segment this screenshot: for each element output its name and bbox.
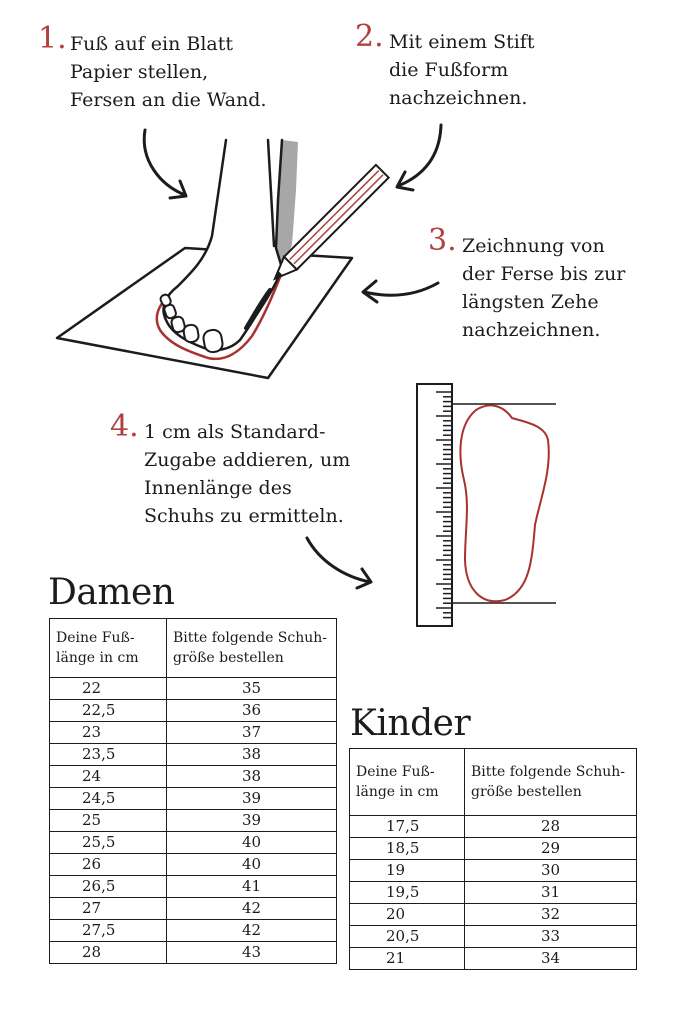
foot-length-cell: 19,5 bbox=[350, 882, 465, 904]
foot-length-cell: 26,5 bbox=[50, 876, 167, 898]
shoe-size-cell: 38 bbox=[167, 744, 337, 766]
shoe-size-cell: 42 bbox=[167, 920, 337, 942]
shoe-size-cell: 39 bbox=[167, 810, 337, 832]
table-row bbox=[50, 678, 337, 700]
header-shoe-size: Bitte folgende Schuh- größe bestellen bbox=[465, 749, 637, 816]
shoe-size-cell: 40 bbox=[167, 832, 337, 854]
step-2 bbox=[355, 19, 535, 112]
shoe-size-cell: 42 bbox=[167, 898, 337, 920]
arrow-step2-icon bbox=[397, 125, 441, 190]
foot-length-cell: 27,5 bbox=[50, 920, 167, 942]
header-foot-length: Deine Fuß- länge in cm bbox=[50, 619, 167, 678]
step-number: 4. bbox=[110, 409, 139, 444]
step-number: 3. bbox=[428, 223, 457, 258]
foot-length-cell: 25,5 bbox=[50, 832, 167, 854]
foot-length-cell: 18,5 bbox=[350, 838, 465, 860]
table-row bbox=[350, 948, 637, 970]
table-header-row bbox=[50, 619, 337, 678]
header-shoe-size: Bitte folgende Schuh- größe bestellen bbox=[167, 619, 337, 678]
table-row bbox=[350, 926, 637, 948]
foot-length-cell: 17,5 bbox=[350, 816, 465, 838]
arrow-step4-icon bbox=[307, 538, 371, 588]
shoe-size-cell: 33 bbox=[465, 926, 637, 948]
table-row bbox=[50, 854, 337, 876]
step-1 bbox=[38, 21, 267, 114]
foot-length-cell: 24,5 bbox=[50, 788, 167, 810]
ruler bbox=[417, 384, 556, 626]
shoe-size-cell: 31 bbox=[465, 882, 637, 904]
table-row bbox=[50, 898, 337, 920]
shoe-size-cell: 37 bbox=[167, 722, 337, 744]
shoe-size-cell: 40 bbox=[167, 854, 337, 876]
table-row bbox=[50, 788, 337, 810]
shoe-size-cell: 41 bbox=[167, 876, 337, 898]
table-row bbox=[50, 810, 337, 832]
step-4 bbox=[110, 409, 351, 530]
step-text: Fuß auf ein Blatt Papier stellen, Fersen an die Wand. bbox=[70, 33, 267, 111]
shoe-size-cell: 39 bbox=[167, 788, 337, 810]
shoe-size-cell: 30 bbox=[465, 860, 637, 882]
table-row bbox=[350, 838, 637, 860]
table-row bbox=[50, 700, 337, 722]
arrow-step1-icon bbox=[144, 130, 186, 198]
kinder-title: Kinder bbox=[350, 703, 471, 744]
table-row bbox=[50, 942, 337, 964]
shoe-size-cell: 35 bbox=[167, 678, 337, 700]
foot-length-cell: 27 bbox=[50, 898, 167, 920]
foot-length-cell: 24 bbox=[50, 766, 167, 788]
shoe-size-cell: 36 bbox=[167, 700, 337, 722]
table-row bbox=[350, 882, 637, 904]
table-row bbox=[350, 904, 637, 926]
table-row bbox=[50, 832, 337, 854]
shoe-size-cell: 34 bbox=[465, 948, 637, 970]
foot-length-cell: 23 bbox=[50, 722, 167, 744]
foot-length-cell: 26 bbox=[50, 854, 167, 876]
table-row bbox=[350, 816, 637, 838]
foot-length-cell: 22 bbox=[50, 678, 167, 700]
shoe-size-cell: 28 bbox=[465, 816, 637, 838]
foot-length-cell: 20,5 bbox=[350, 926, 465, 948]
table-row bbox=[50, 766, 337, 788]
shoe-size-cell: 32 bbox=[465, 904, 637, 926]
foot-length-cell: 20 bbox=[350, 904, 465, 926]
table-row bbox=[50, 876, 337, 898]
step-text: Mit einem Stift die Fußform nachzeichnen. bbox=[389, 31, 535, 109]
foot-length-cell: 19 bbox=[350, 860, 465, 882]
table-row bbox=[50, 920, 337, 942]
step-text: 1 cm als Standard- Zugabe addieren, um Innenlänge des Schuhs zu ermitteln. bbox=[144, 421, 351, 527]
foot-length-cell: 25 bbox=[50, 810, 167, 832]
kinder-size-table bbox=[349, 748, 637, 970]
shoe-size-cell: 43 bbox=[167, 942, 337, 964]
step-3 bbox=[428, 223, 626, 344]
header-foot-length: Deine Fuß- länge in cm bbox=[350, 749, 465, 816]
damen-title: Damen bbox=[48, 572, 175, 613]
table-row bbox=[50, 722, 337, 744]
table-row bbox=[50, 744, 337, 766]
damen-size-table bbox=[49, 618, 337, 964]
foot-length-cell: 21 bbox=[350, 948, 465, 970]
foot-length-cell: 23,5 bbox=[50, 744, 167, 766]
foot-length-cell: 28 bbox=[50, 942, 167, 964]
step-number: 2. bbox=[355, 19, 384, 54]
foot-length-cell: 22,5 bbox=[50, 700, 167, 722]
shoe-size-cell: 29 bbox=[465, 838, 637, 860]
step-number: 1. bbox=[38, 21, 67, 56]
shoe-size-cell: 38 bbox=[167, 766, 337, 788]
step-text: Zeichnung von der Ferse bis zur längsten Zehe nachzeichnen. bbox=[462, 235, 626, 341]
table-header-row bbox=[350, 749, 637, 816]
arrow-step3-icon bbox=[363, 281, 438, 302]
table-row bbox=[350, 860, 637, 882]
footprint-outline bbox=[460, 405, 548, 601]
